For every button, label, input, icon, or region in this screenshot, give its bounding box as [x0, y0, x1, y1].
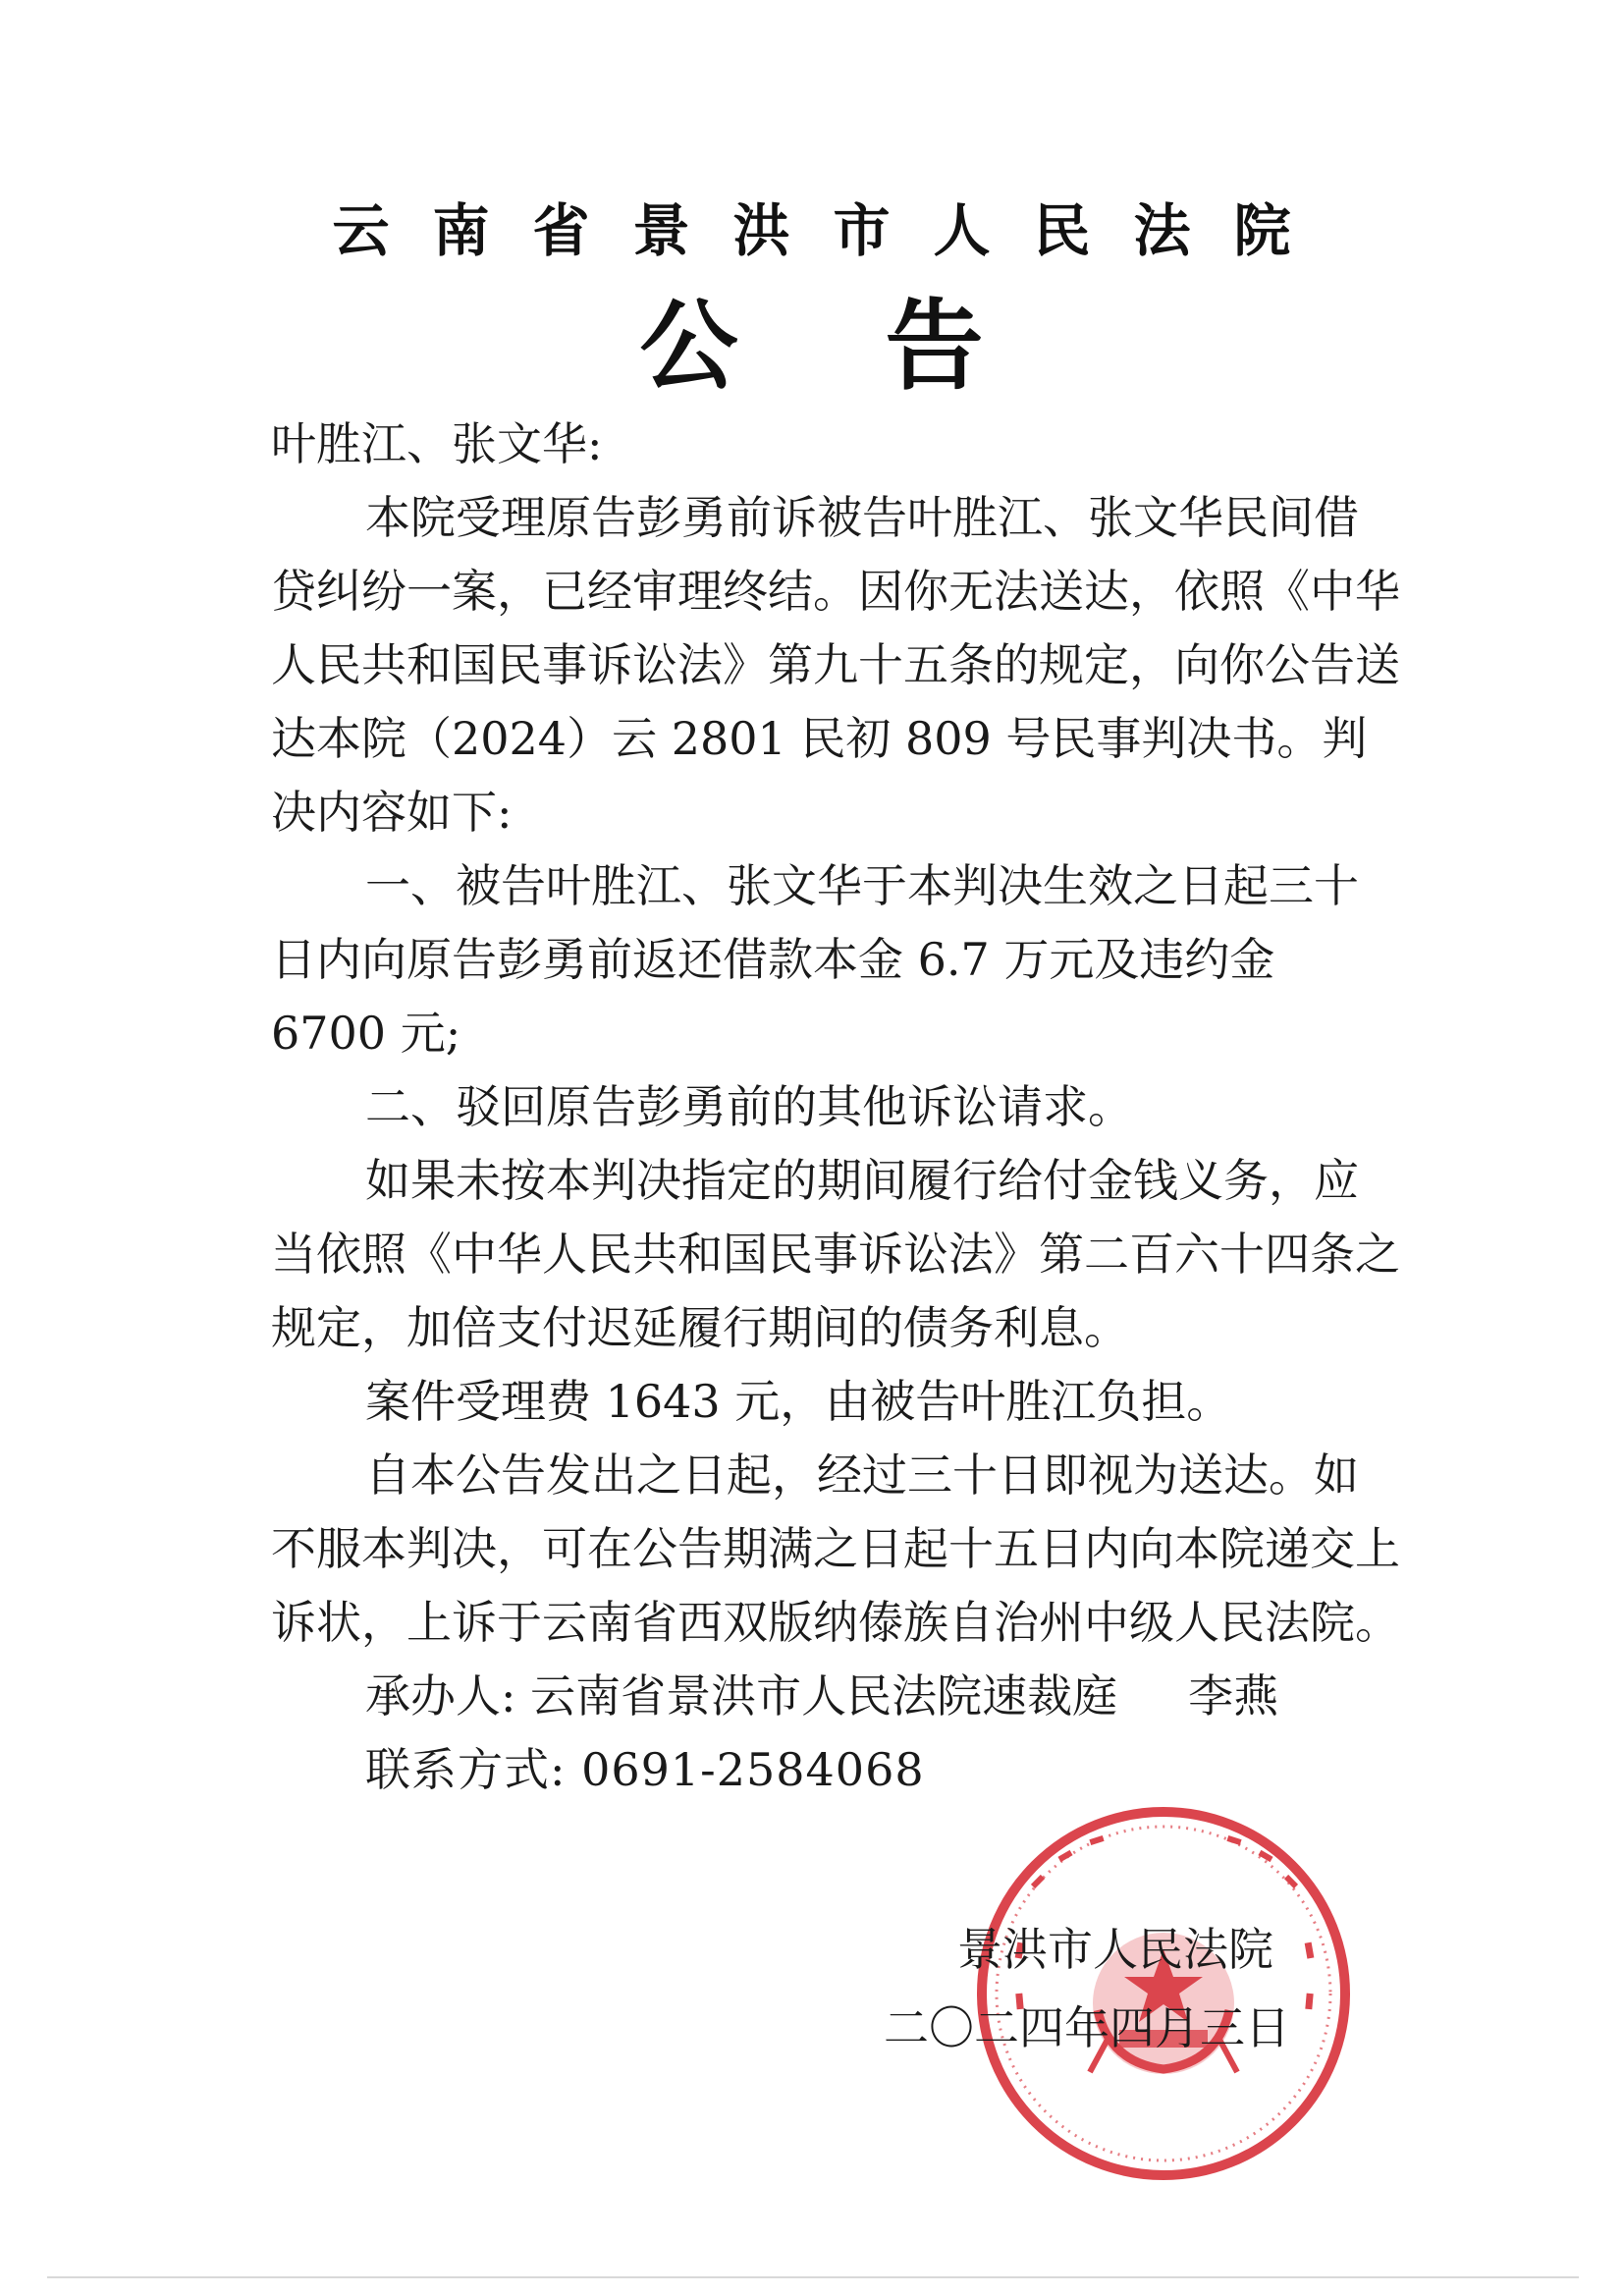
signature-court: 景洪市人民法院	[957, 1923, 1273, 1976]
court-name-heading: 云南省景洪市人民法院	[332, 197, 1334, 264]
signature-block	[884, 1910, 1375, 2067]
scan-edge-line	[47, 2276, 1579, 2278]
signature-date: 二〇二四年四月三日	[884, 2001, 1290, 2054]
addressee: 叶胜江、张文华:	[271, 417, 603, 470]
paragraph-case-fee: 案件受理费 1643 元，由被告叶胜江负担。	[365, 1375, 1232, 1428]
handler-label: 承办人: 云南省景洪市人民法院速裁庭	[365, 1669, 1118, 1722]
notice-body	[271, 408, 1400, 1807]
handler-name: 李燕	[1188, 1669, 1279, 1722]
paragraph-delay-interest: 如果未按本判决指定的期间履行给付金钱义务，应当依照《中华人民共和国民事诉讼法》第二百六十四条之规定，加倍支付迟延履行期间的债务利息。	[271, 1154, 1400, 1354]
contact-line: 联系方式: 0691-2584068	[365, 1743, 925, 1796]
paragraph-service-appeal: 自本公告发出之日起，经过三十日即视为送达。如不服本判决，可在公告期满之日起十五日内向本院递交上诉状，上诉于云南省西双版纳傣族自治州中级人民法院。	[271, 1449, 1400, 1649]
paragraph-case-intro: 本院受理原告彭勇前诉被告叶胜江、张文华民间借贷纠纷一案，已经审理终结。因你无法送达，依照《中华人民共和国民事诉讼法》第九十五条的规定，向你公告送达本院（2024）云 2801 民初 809 号民事判决书。判决内容如下:	[271, 491, 1400, 839]
paragraph-judgment-item-1: 一、被告叶胜江、张文华于本判决生效之日起三十日内向原告彭勇前返还借款本金 6.7 万元及违约金 6700 元;	[271, 859, 1359, 1060]
handler-line	[271, 1660, 1400, 1733]
notice-title: 公告	[639, 289, 1131, 404]
paragraph-judgment-item-2: 二、驳回原告彭勇前的其他诉讼请求。	[365, 1080, 1133, 1133]
